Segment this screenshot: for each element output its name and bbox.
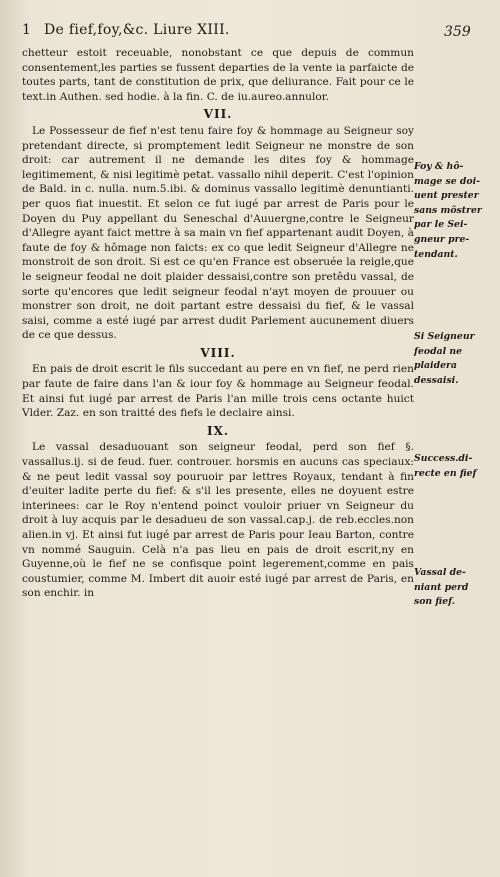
margin-line: Vassal de- (414, 567, 466, 578)
margin-line: son fief. (414, 596, 456, 608)
page-number: 359 (444, 24, 471, 40)
margin-line: niant perd (414, 581, 469, 593)
section-heading-vii: VII. (203, 107, 233, 122)
margin-line: sans mõstrer (414, 204, 482, 216)
margin-line: Si Seigneur (414, 331, 475, 342)
running-head (22, 22, 422, 38)
section-heading-ix: IX. (206, 423, 230, 438)
margin-line: par le Sei- (414, 219, 468, 231)
section-text-ix: Le vassal desaduouant son seigneur feodal, perd son fief §. vassallus.ij. si de feud. fuer. controuer. horsmis en aucuns cas speciaux: & ne peut ledit vassal soy pouruoir par lettres Royaux, tendant à fin d'euiter ladite perte du fief: & s'il les presente, elles ne doyuent estre interinees: car le Roy n'entend poinct vouloir priuer vn Seigneur du droit à luy acquis par le desadueu de son vassal.cap.j. de reb.eccles.non alien.in vj. Et ainsi fut iugé par arrest de Paris pour Ieau Barton, contre vn nommé Sauguin. Celà n'a pas lieu en pais de droit escrit,ny en Guyenne,où le fief ne se confisque point legerement,comme en pais coustumier, comme M. Imbert dit auoir esté iugé par arrest de Paris, en son enchir. in (22, 441, 414, 600)
margin-line: Success.di- (414, 453, 473, 464)
section-text-viii: En pais de droit escrit le fils succedant au pere en vn fief, ne perd rien par faute de faire dans l'an & iour foy & hommage au Seigneur feodal. Et ainsi fut iugé par arrest de Paris l'an mille trois cens octante huict Vlder. Zaz. en son traitté des fiefs le declaire ainsi. (22, 363, 414, 420)
margin-line: uent prester (414, 190, 479, 202)
margin-line: recte en fief (414, 467, 477, 479)
margin-line: gneur pre- (414, 233, 470, 245)
margin-line: feodal ne (414, 345, 463, 357)
margin-note-vassal-deniant (414, 566, 480, 610)
body-text (22, 46, 414, 601)
margin-note-foy-hommage (414, 160, 480, 262)
margin-line: dessaisi. (414, 374, 459, 386)
intro-paragraph: chetteur estoit receuable, nonobstant ce que depuis de commun consentement,les parties se fussent departies de la vente ia parfaicte de toutes parts, tant de constitution de prix, que deliurance. Fait pour ce le text.in Authen. sed hodie. à la fin. C. de iu.aureo.annulor. (22, 47, 414, 103)
margin-note-seigneur-feodal (414, 330, 480, 388)
section-text-vii: Le Possesseur de fief n'est tenu faire foy & hommage au Seigneur soy pretendant directe, si promptement ledit Seigneur ne monstre de son droit: car autrement il ne demande les dites foy & hommage legitimement, & nisi legitimè petat. vassallo nihil deperit. C'est l'opinion de Bald. in c. nulla. num.5.ibi. & dominus vassallo legitimè denuntianti. per quos fiat inuestit. Et selon ce fut iugé par arrest de Paris pour le Doyen du Puy appellant du Seneschal d'Auuergne,contre le Seigneur d'Allegre ayant faict mettre à sa main vn fief appartenant audit Doyen, à faute de foy & hômage non faicts: ex co que ledit Seigneur d'Allegre ne monstroit de son droit. Si est ce qu'en France est obseruée la reigle,que le seigneur feodal ne doit plaider dessaisi,contre son pretêdu vassal, de sorte qu'encores que ledit seigneur feodal n'ayt moyen de prouuer ou monstrer son droit, ne doit partant estre dessaisi du fief, & le vassal saisi, comme a esté iugé par arrest dudit Parlement aucunement diuers de ce que dessus. (22, 124, 414, 342)
running-head-title: De fief,foy,&c. Liure XIII. (43, 22, 230, 38)
margin-line: Foy & hô- (414, 161, 464, 172)
section-heading-viii: VIII. (200, 345, 236, 360)
margin-line: tendant. (414, 248, 458, 260)
margin-line: mage se doi- (414, 175, 480, 187)
margin-note-succession (414, 452, 480, 481)
running-head-left: 1 (22, 22, 32, 38)
margin-line: plaidera (414, 360, 457, 372)
